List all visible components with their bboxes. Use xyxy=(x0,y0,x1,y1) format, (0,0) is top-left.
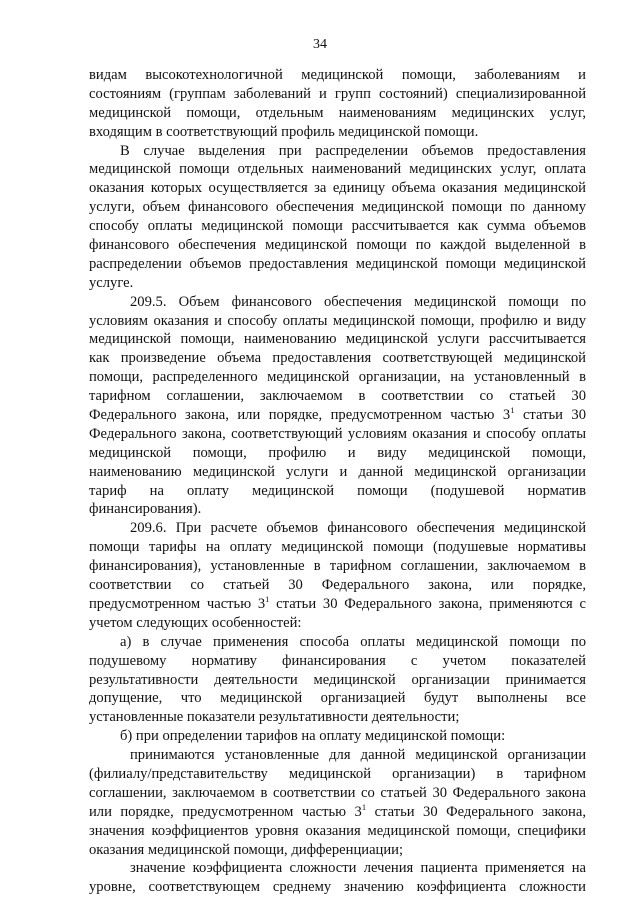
text-line: тарифном соглашении, заключаемом в соответствии со статьей 30 xyxy=(89,388,586,405)
text-line: медицинской помощи отдельных наименований медицинских услуг, оплата xyxy=(89,161,586,178)
text-line: соглашении, заключаемом в соответствии со статьей 30 Федерального закона xyxy=(89,784,586,801)
clause-209-5-line: 209.5. Объем финансового обеспечения медицинской помощи по xyxy=(130,293,586,310)
text-line: установленные показатели результативности деятельности; xyxy=(89,709,460,726)
text-line: как произведение объема предоставления соответствующей медицинской xyxy=(89,350,586,367)
text-line: распределении объемов предоставления медицинской помощи медицинской xyxy=(89,255,586,272)
text-line: уровне, соответствующем среднему значению коэффициента сложности xyxy=(89,879,586,896)
paragraph-start-line: значение коэффициента сложности лечения пациента применяется на xyxy=(130,860,586,877)
superscript: 1 xyxy=(361,801,367,812)
paragraph-start-line: принимаются установленные для данной медицинской организации xyxy=(130,747,586,764)
subclause-b-line: б) при определении тарифов на оплату медицинской помощи: xyxy=(120,728,506,745)
text-line: наименованию медицинской услуги и данной медицинской организации xyxy=(89,463,586,480)
text-line: помощи тарифы на оплату медицинской помощи (подушевые нормативы xyxy=(89,539,586,556)
text-line-with-superscript xyxy=(89,803,586,822)
text-line: условиям оказания и способу оплаты медицинской помощи, профилю и виду xyxy=(89,312,586,329)
text-segment: статьи 30 Федерального закона, применяются с xyxy=(276,595,586,612)
text-line: входящим в соответствующий профиль медицинской помощи. xyxy=(89,123,479,140)
text-line: соответствии со статьей 30 Федерального закона, или порядке, xyxy=(89,577,586,594)
page-number: 34 xyxy=(313,37,327,52)
text-line: оказания которых осуществляется за единицу объема оказания медицинской xyxy=(89,180,586,197)
text-line: оказания медицинской помощи, дифференциации; xyxy=(89,841,404,858)
text-line-with-superscript xyxy=(89,595,586,614)
text-line: способу оплаты медицинской помощи рассчитывается как сумма объемов xyxy=(89,218,586,235)
text-line: медицинской помощи, наименованию медицинской услуги рассчитывается xyxy=(89,331,586,348)
text-line: медицинской помощи, профилю и виду медицинской помощи, xyxy=(89,444,586,461)
text-line: видам высокотехнологичной медицинской помощи, заболеваниям и xyxy=(89,67,586,83)
clause-209-6-line: 209.6. При расчете объемов финансового обеспечения медицинской xyxy=(130,520,586,537)
text-line: услуге. xyxy=(89,274,134,291)
text-segment: статьи 30 xyxy=(522,407,586,424)
text-line: Федерального закона, соответствующий условиям оказания и способу оплаты xyxy=(89,425,586,442)
superscript: 1 xyxy=(510,405,515,416)
text-segment: статьи 30 Федерального закона, xyxy=(374,803,586,820)
text-line-with-superscript xyxy=(89,406,586,425)
text-line: помощи, распределенного медицинской организации, на установленный в xyxy=(89,369,586,386)
text-line: тариф на оплату медицинской помощи (подушевой норматив xyxy=(89,482,586,499)
superscript: 1 xyxy=(265,593,270,604)
text-segment: Федерального закона, или порядке, предусмотренном частью 3 xyxy=(89,407,511,424)
text-line: значения коэффициентов уровня оказания медицинской помощи, специфики xyxy=(89,822,586,839)
text-line: финансирования), установленные в тарифном соглашении, заключаемом в xyxy=(89,558,586,575)
paragraph-start-line: В случае выделения при распределении объемов предоставления xyxy=(120,142,586,159)
text-line: услуги, объем финансового обеспечения медицинской помощи по данному xyxy=(89,199,586,216)
text-line: финансирования). xyxy=(89,501,202,518)
text-segment: предусмотренном частью 3 xyxy=(89,595,266,612)
text-line: результативности деятельности медицинской организации принимается xyxy=(89,671,586,688)
text-line: финансового обеспечения медицинской помощи по каждой выделенной в xyxy=(89,237,586,254)
text-line: (филиалу/представительству медицинской организации) в тарифном xyxy=(89,765,586,782)
text-line: состояниям (группам заболеваний и групп состояний) специализированной xyxy=(89,85,586,102)
subclause-a-line: а) в случае применения способа оплаты медицинской помощи по xyxy=(120,633,586,650)
text-line: медицинской помощи, отдельным наименованиям медицинских услуг, xyxy=(89,104,586,121)
body-text xyxy=(89,66,586,897)
text-line: учетом следующих особенностей: xyxy=(89,614,302,631)
text-line: допущение, что медицинской организацией будут выполнены все xyxy=(89,690,586,707)
text-line: подушевому нормативу финансирования с учетом показателей xyxy=(89,652,586,669)
text-segment: или порядке, предусмотренном частью 3 xyxy=(89,803,362,820)
